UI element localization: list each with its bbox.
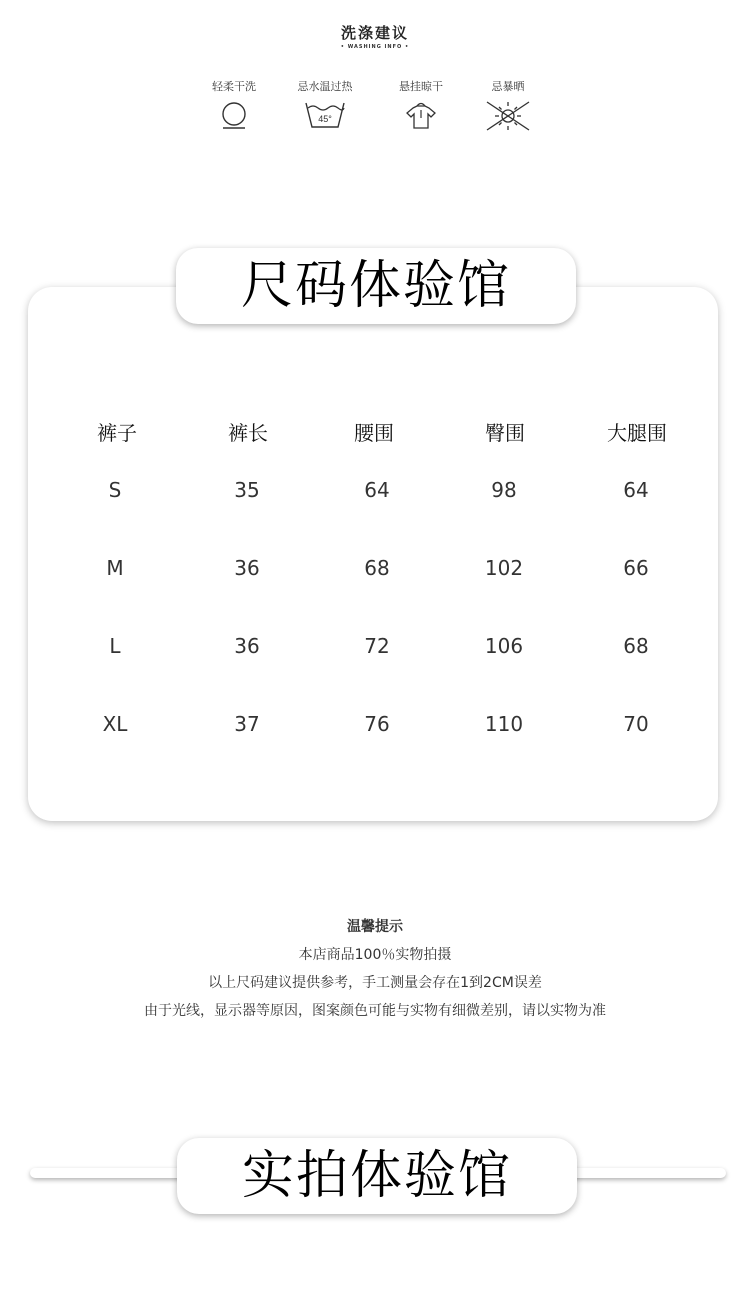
wash-item-dry-clean (189, 78, 279, 130)
table-cell: M (106, 556, 124, 580)
table-cell: 64 (623, 478, 649, 502)
no-sun-icon (485, 100, 531, 132)
table-header: 腰围 (354, 421, 394, 445)
table-cell: 98 (491, 478, 517, 502)
size-chart-card (28, 287, 718, 821)
table-cell: S (108, 478, 122, 502)
photo-section-title: 实拍体验馆 (177, 1138, 577, 1214)
table-cell: 106 (484, 634, 524, 658)
tips-line: 以上尺码建议提供参考，手工测量会存在1到2CM误差 (208, 975, 542, 991)
wash-temp-text: 45° (318, 114, 332, 124)
wash-item-no-sun (463, 78, 553, 132)
table-cell: 68 (364, 556, 390, 580)
wash-45-icon (304, 100, 346, 130)
wash-label: 悬挂晾干 (399, 80, 443, 93)
size-section-title: 尺码体验馆 (176, 248, 576, 324)
table-cell: 102 (484, 556, 524, 580)
table-cell: 70 (623, 712, 649, 736)
table-cell: 68 (623, 634, 649, 658)
wash-item-hang-dry (376, 78, 466, 130)
wash-label: 忌暴晒 (491, 80, 525, 93)
wash-label: 轻柔干洗 (212, 80, 256, 93)
wash-item-water-temp (280, 78, 370, 130)
table-cell: 36 (234, 634, 260, 658)
table-cell: 76 (364, 712, 390, 736)
tips-line: 由于光线，显示器等原因，图案颜色可能与实物有细微差别，请以实物为准 (144, 1003, 606, 1019)
table-cell: 64 (364, 478, 390, 502)
table-cell: L (109, 634, 121, 658)
wash-label: 忌水温过热 (297, 80, 353, 93)
table-cell: 36 (234, 556, 260, 580)
table-header: 裤子 (97, 421, 137, 445)
table-cell: 35 (234, 478, 260, 502)
table-header: 大腿围 (607, 421, 667, 445)
table-cell: 110 (484, 712, 524, 736)
tips-line: 本店商品100％实物拍摄 (298, 947, 452, 963)
table-header: 臀围 (485, 421, 525, 445)
table-header: 裤长 (228, 421, 268, 445)
table-cell: 37 (234, 712, 260, 736)
washing-subtitle: • WASHING INFO • (340, 44, 410, 50)
table-cell: XL (102, 712, 128, 736)
dry-clean-icon (219, 100, 249, 130)
hang-dry-icon (405, 100, 437, 130)
washing-title: 洗涤建议 (340, 24, 409, 42)
table-cell: 66 (623, 556, 649, 580)
table-cell: 72 (364, 634, 390, 658)
tips-title: 温馨提示 (347, 919, 403, 935)
